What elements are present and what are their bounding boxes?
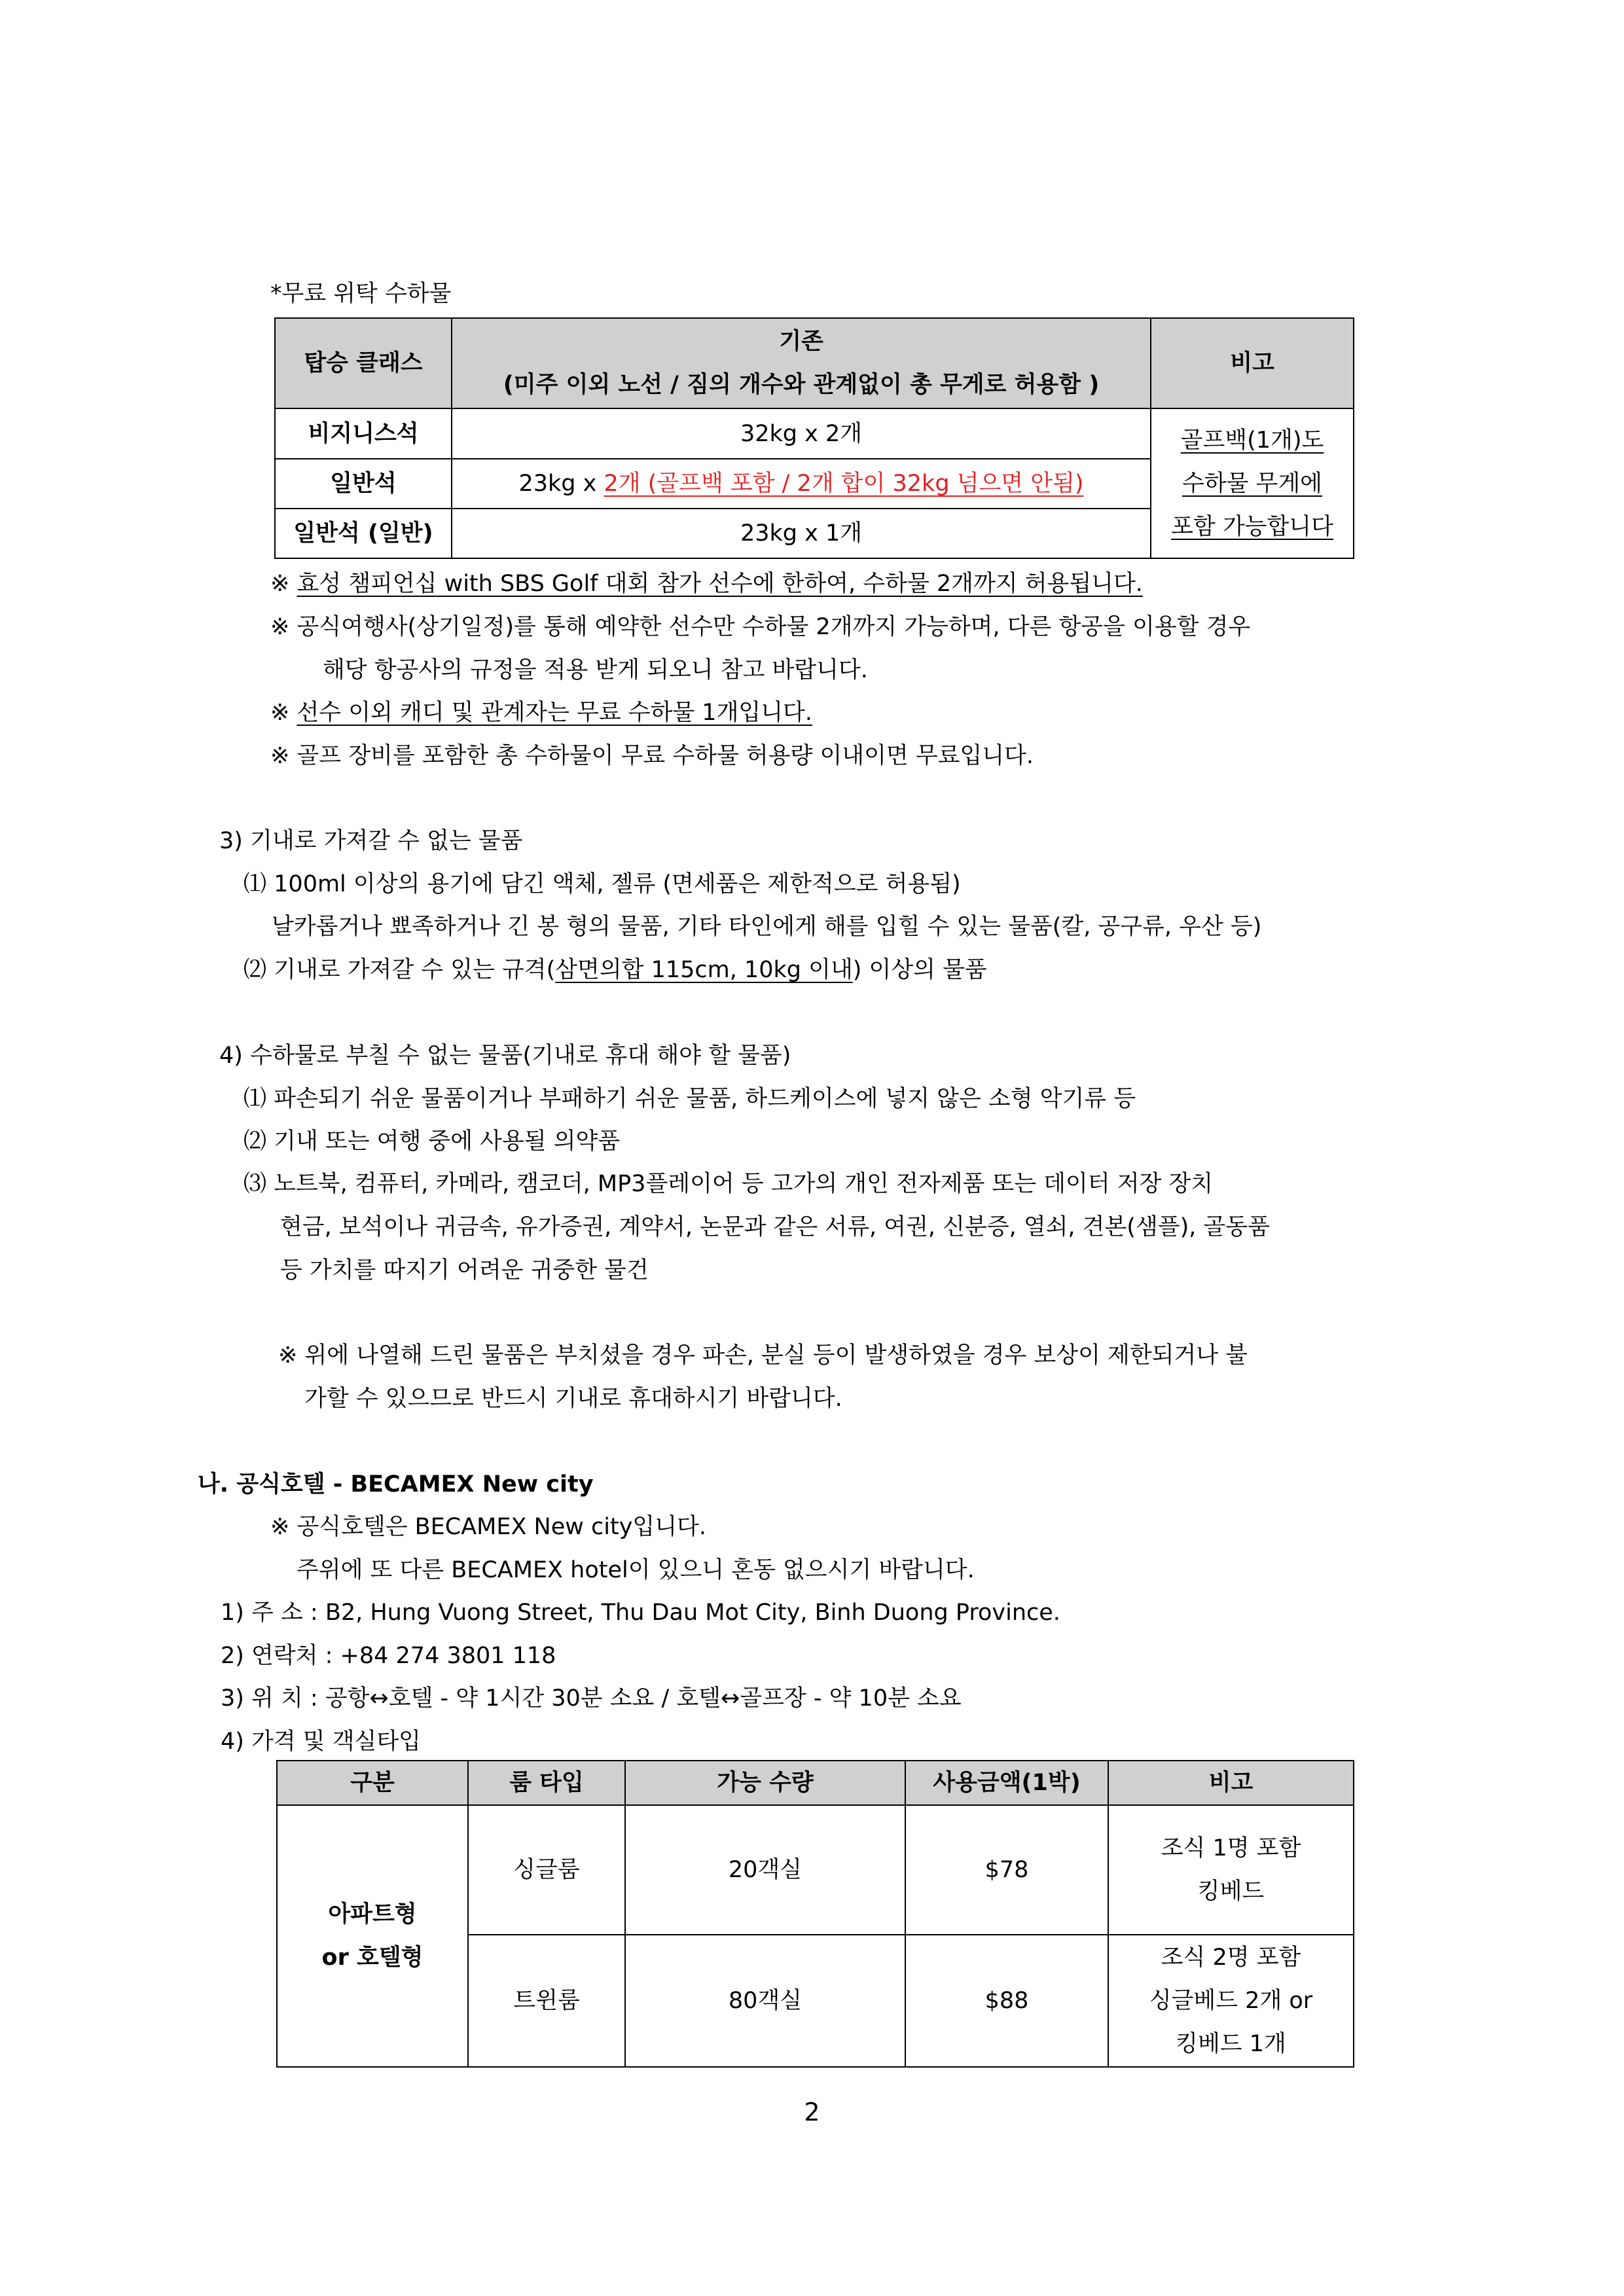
item-text: 파손되기 쉬운 물품이거나 부패하기 쉬운 물품, 하드케이스에 넣지 않은 소형 악기류 등 [274, 1086, 1136, 1112]
allowance-economy-red: 2개 (골프백 포함 / 2개 합이 32kg 넘으면 안됨) [604, 471, 1084, 497]
hotel-location: 3) 위 치 : 공항↔호텔 - 약 1시간 30분 소요 / 호텔↔골프장 - 약 10분 소요 [221, 1685, 962, 1712]
price-single: $78 [905, 1805, 1108, 1935]
row-class-business: 비지니스석 [275, 408, 452, 459]
section4-warning-line1: ※ 위에 나열해 드린 물품은 부치셨을 경우 파손, 분실 등이 발생하였을 경우 보상이 제한되거나 불 [278, 1342, 1248, 1369]
hotel-title: 나. 공식호텔 - BECAMEX New city [198, 1471, 594, 1498]
section4-item3-line1 [244, 1170, 1213, 1198]
hotel-room-table [276, 1760, 1354, 2068]
baggage-note-2-line1: ※ 공식여행사(상기일정)를 통해 예약한 선수만 수하물 2개까지 가능하며, 다른 항공을 이용할 경우 [270, 614, 1251, 640]
item-text: 노트북, 컴퓨터, 카메라, 캠코더, MP3플레이어 등 고가의 개인 전자제품 또는 데이터 저장 장치 [274, 1171, 1214, 1197]
header-existing [452, 318, 1151, 408]
note-mark: ※ [270, 700, 290, 726]
note-line-3: 포함 가능합니다 [1171, 513, 1333, 540]
section3-item1-line1 [244, 870, 961, 898]
item-number: ⑶ [244, 1171, 267, 1197]
note-single-line1: 조식 1명 포함 [1161, 1835, 1301, 1861]
note-single [1108, 1805, 1354, 1935]
note-text: 효성 챔피언십 with SBS Golf 대회 참가 선수에 한하여, 수하물 2개까지 허용됩니다. [297, 571, 1143, 597]
section4-item3-line3: 등 가치를 따지기 어려운 귀중한 물건 [280, 1257, 649, 1283]
section4-item1 [244, 1085, 1136, 1113]
item-number: ⑵ [244, 957, 267, 983]
header-note: 비고 [1108, 1761, 1354, 1805]
baggage-heading: *무료 위탁 수하물 [270, 281, 452, 307]
section4-title: 4) 수하물로 부칠 수 없는 물품(기내로 휴대 해야 할 물품) [219, 1043, 791, 1069]
hotel-note-line1: ※ 공식호텔은 BECAMEX New city입니다. [270, 1514, 706, 1540]
note-twin-line3: 킹베드 1개 [1176, 2031, 1286, 2057]
section3-item2 [244, 956, 987, 984]
row-class-economy-general: 일반석 (일반) [275, 509, 452, 558]
page-number: 2 [804, 2098, 820, 2126]
item-number: ⑴ [244, 1086, 267, 1112]
room-type-twin: 트윈룸 [468, 1935, 625, 2067]
quantity-single: 20객실 [625, 1805, 905, 1935]
item-text-pre: 기내로 가져갈 수 있는 규격( [274, 957, 556, 983]
room-type-single: 싱글룸 [468, 1805, 625, 1935]
category-line2: or 호텔형 [321, 1945, 424, 1971]
header-class: 탑승 클래스 [275, 318, 452, 408]
header-note: 비고 [1151, 318, 1354, 408]
quantity-twin: 80객실 [625, 1935, 905, 2067]
baggage-allowance-table [274, 317, 1354, 559]
header-existing-line1: 기존 [779, 329, 823, 355]
allowance-economy-prefix: 23kg x [518, 471, 604, 497]
header-price: 사용금액(1박) [905, 1761, 1108, 1805]
row-class-economy: 일반석 [275, 459, 452, 509]
row-allowance-economy-general: 23kg x 1개 [452, 509, 1151, 558]
note-twin [1108, 1935, 1354, 2067]
baggage-note-2-line2: 해당 항공사의 규정을 적용 받게 되오니 참고 바랍니다. [323, 657, 868, 683]
hotel-address: 1) 주 소 : B2, Hung Vuong Street, Thu Dau Mot City, Binh Duong Province. [221, 1600, 1060, 1626]
category-line1: 아파트형 [328, 1901, 417, 1928]
hotel-contact: 2) 연락처 : +84 274 3801 118 [221, 1643, 556, 1669]
note-single-line2: 킹베드 [1197, 1878, 1265, 1905]
item-text: 기내 또는 여행 중에 사용될 의약품 [274, 1128, 621, 1155]
item-text-underlined: 삼면의합 115cm, 10kg 이내 [555, 957, 853, 983]
header-existing-line2: (미주 이외 노선 / 짐의 개수와 관계없이 총 무게로 허용함 ) [503, 372, 1100, 398]
header-room-type: 룸 타입 [468, 1761, 625, 1805]
section4-warning-line2: 가할 수 있으므로 반드시 기내로 휴대하시기 바랍니다. [304, 1386, 842, 1412]
note-line-2: 수하물 무게에 [1182, 470, 1322, 497]
row-allowance-business: 32kg x 2개 [452, 408, 1151, 459]
item-number: ⑵ [244, 1128, 267, 1155]
item-text: 100ml 이상의 용기에 담긴 액체, 젤류 (면세품은 제한적으로 허용됨) [274, 871, 961, 897]
note-twin-line2: 싱글베드 2개 or [1149, 1988, 1313, 2014]
note-mark: ※ [270, 571, 290, 597]
row-allowance-economy [452, 459, 1151, 509]
hotel-note-line2: 주위에 또 다른 BECAMEX hotel이 있으니 혼동 없으시기 바랍니다. [297, 1557, 975, 1583]
price-twin: $88 [905, 1935, 1108, 2067]
hotel-price-title: 4) 가격 및 객실타입 [221, 1729, 421, 1755]
baggage-note-4: ※ 골프 장비를 포함한 총 수하물이 무료 수하물 허용량 이내이면 무료입니다. [270, 743, 1034, 769]
category-cell [277, 1805, 468, 2067]
item-number: ⑴ [244, 871, 267, 897]
note-text: 선수 이외 캐디 및 관계자는 무료 수하물 1개입니다. [297, 700, 812, 726]
section3-title: 3) 기내로 가져갈 수 없는 물품 [219, 828, 523, 854]
section4-item2 [244, 1128, 620, 1155]
item-text-post: ) 이상의 물품 [852, 957, 987, 983]
header-quantity: 가능 수량 [625, 1761, 905, 1805]
baggage-note-3 [270, 699, 812, 726]
baggage-note-cell [1151, 408, 1354, 558]
note-line-1: 골프백(1개)도 [1180, 427, 1324, 454]
section3-item1-line2: 날카롭거나 뾰족하거나 긴 봉 형의 물품, 기타 타인에게 해를 입힐 수 있는 물품(칼, 공구류, 우산 등) [272, 914, 1262, 940]
baggage-note-1 [270, 570, 1143, 598]
section4-item3-line2: 현금, 보석이나 귀금속, 유가증권, 계약서, 논문과 같은 서류, 여권, 신분증, 열쇠, 견본(샘플), 골동품 [280, 1214, 1270, 1240]
note-twin-line1: 조식 2명 포함 [1161, 1945, 1301, 1971]
header-category: 구분 [277, 1761, 468, 1805]
